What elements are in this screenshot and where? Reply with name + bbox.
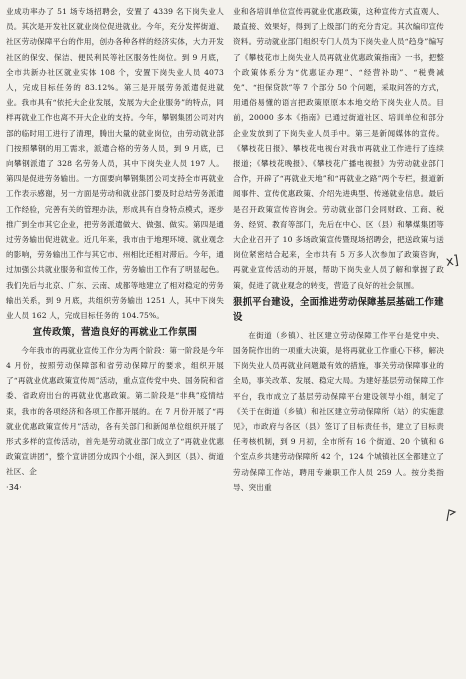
section-heading-publicity: 宣传政策，营造良好的再就业工作氛围 [32,327,198,339]
margin-annotations [442,0,466,679]
right-paragraph-2: 在街道（乡镇）、社区建立劳动保障工作平台是党中央、国务院作出的一项重大决策，是将再就业工作重心下移，解决下岗失业人员再就业问题最有效的措施，事关劳动保障事业的全局，事关改革、发展、稳定大局。为建好基层劳动保障工作平台，我市成立了基层劳动保障平台建设领导小组，制定了《关于在街道（乡镇）和社区建立劳动保障所（站）的实施意见》，市政府与各区（县）签订了目标责任书，建立了目标责任考核机制，到 9 月初，全市所有 16 个街道、20 个镇和 6 个室点乡共建劳动保障所 42 个，124 个城镇社区全都建立了劳动保障工作站，聘用专兼职工作人员 259 人。按分类指导、突出重 [233,330,444,492]
section-heading-platform: 狠抓平台建设，全面推进劳动保障基层基础工作建设 [233,296,444,324]
left-column [6,4,224,674]
page-number: ·34· [6,482,22,492]
right-paragraph-1: 业和各培训单位宣传再就业优惠政策，这种宣传方式直观人、最直接、效果好，得到了上级部门的充分肯定。其次编印宣传资料。劳动就业部门组织专门人员为下岗失业人员“趋身”编写了《攀枝花市上岗失业人员再就业优惠政策指南》一书，把整个政策体系分为“优惠证办理”、“经营补助”、“税费减免”、“担保贷款”等 7 个部分 50 个问题，采取问答的方式，用通俗易懂的语言把政策原原本本地交给下岗失业人员。目前，20000 多本《指南》已通过街道社区、培训单位和部分企业发放到了下岗失业人员手中。第三是新闻媒体的宣传。《攀枝花日报》、攀枝花电视台对我市再就业工作进行了连续报道；《攀枝花晚报》、《攀枝花广播电视报》为劳动就业部门合作，开辟了“再就业天地”和“再就业之路”两个专栏，报道新闻事件、宣传优惠政策、介绍先进典型、传递就业信息。最后是召开政策宣传咨询会。劳动就业部门会同财政、工商、税务、经贸、教育等部门，先后在中心、区（县）和攀煤集团等大企业召开了 10 多场政策宣传暨现场招聘会，把送政策与送岗位紧密结合起来，全市共有 5 万多人次参加了政策咨询，再就业宣传活动的开展，帮助下岗失业人员了解和掌握了政策，促进了就业观念的转变，营造了良好的社会氛围。 [233,7,444,290]
flag-mark-icon [444,508,458,522]
right-column [233,4,444,676]
left-paragraph-1: 业成功率办了 51 场专场招聘会，安置了 4339 名下岗失业人员。其次是开发社区就业岗位促进就业。今年，充分发挥街道、社区劳动保障平台的作用，创办各种各样的经济实体，大力开发社区的保安、保洁、便民利民等社区服务性岗位。到 9 月底，全市共新办社区就业实体 108 个，安置下岗失业人员 4073 人，完成目标任务的 83.12%。第三是开展劳务派遣促进就业。我市具有“依托大企业发展，发展为大企业服务”的特点，同样再就业工作也离不开大企业的支持。今年，攀钢集团公司对内部的临时用工进行了清理，腾出大量的就业岗位，由劳动就业部门按照攀钢的用工需求，派遣合格的劳务人员，到 9 月底，已向攀钢派遣了 328 名劳务人员，其中下岗失业人员 197 人。第四是促进劳务输出。一方面要向攀钢集团公司支持全市再就业工作表示感谢，另一方面是劳动和就业部门要及时总结劳务派遣工作经验，完善有关的管理办法，形成具有自身特点模式，逐步推广到全市其它企业，把劳务派遣做大、做强、做实。第四是通过劳务输出促进就业。近几年来，我市由于地理环境、就业观念的影响，劳务输出工作与其它市、州相比还相对滞后。今年，通过加强公共就业服务和宣传工作，劳务输出工作有了明显起色。我们先后与北京、广东、云南、成都等地建立了相对稳定的劳务输出关系，到 9 月底，共组织劳务输出 1251 人，其中下岗失业人员 162 人，完成目标任务的 104.75%。 [6,7,224,321]
handwritten-mark: x] [445,253,460,270]
left-paragraph-2: 今年我市的再就业宣传工作分为两个阶段：第一阶段是今年 4 月份，按照劳动保障部和省劳动保障厅的要求，组织开展了“再就业优惠政策宣传周”活动，重点宣传党中央、国务院和省委、省政府出台的再就业优惠政策。第二阶段是“非典”疫情结束，我市的各项经济和各项工作都开展的。在 7 月份开展了“再就业优惠政策宣传月”活动，各有关部门和新闻单位组织开展了形式多样的宣传活动，首先是劳动就业部门成立了“再就业优惠政策宣讲团”，整个宣讲团分成四个小组，深入到区（县）、街道社区、企 [6,345,224,477]
